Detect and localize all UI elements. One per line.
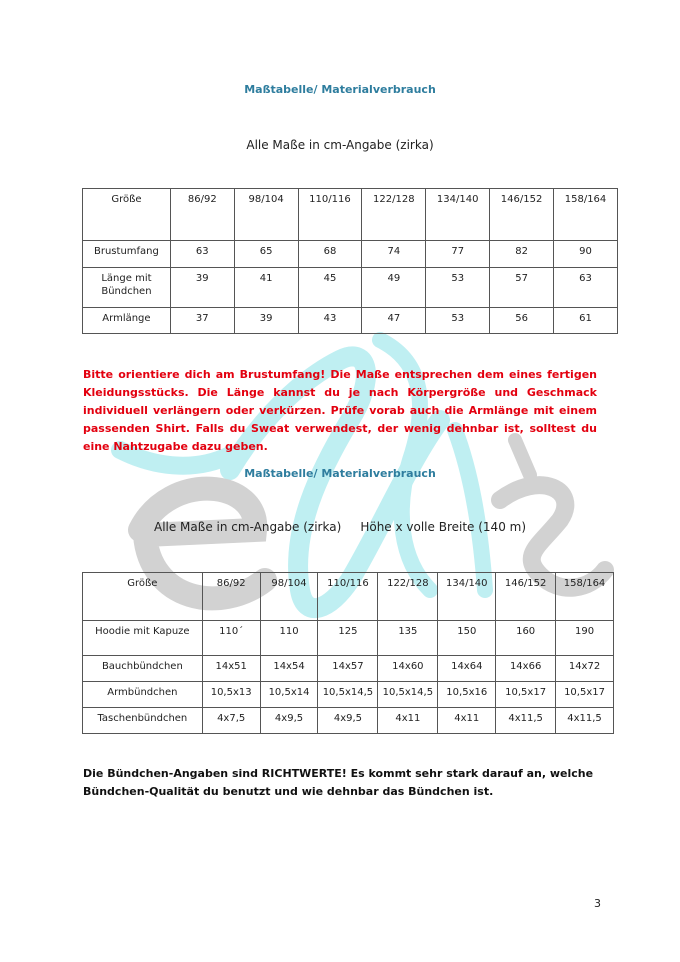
table-header-cell: Größe <box>83 189 171 241</box>
table-cell: 10,5x16 <box>438 682 496 708</box>
table-cell: 4x11,5 <box>496 708 556 734</box>
row-label: Bauchbündchen <box>83 656 203 682</box>
table-cell: 53 <box>426 308 490 334</box>
table-cell: 150 <box>438 621 496 656</box>
fit-warning-text: Bitte orientiere dich am Brustumfang! Die Maße entsprechen dem eines fertigen Kleidungsstücks. Die Länge kannst du je nach Körpergröße und Geschmack individuell verlängern oder verkürzen. Prüfe vorab auch die Armlänge mit einem passenden Shirt. Falls du Sweat verwendest, der wenig dehnbar ist, solltest du eine Nahtzugabe dazu geben. <box>83 368 597 453</box>
table-cell: 14x64 <box>438 656 496 682</box>
section-heading: Maßtabelle/ Materialverbrauch <box>244 467 436 480</box>
table-header-cell: 98/104 <box>260 573 318 621</box>
table-cell: 10,5x17 <box>556 682 614 708</box>
table-cell: 10,5x14 <box>260 682 318 708</box>
table-cell: 4x11 <box>438 708 496 734</box>
table-cell: 10,5x14,5 <box>378 682 438 708</box>
table-cell: 63 <box>554 268 618 308</box>
table-cell: 160 <box>496 621 556 656</box>
table-cell: 125 <box>318 621 378 656</box>
table-header-cell: 158/164 <box>554 189 618 241</box>
table-cell: 110´ <box>202 621 260 656</box>
table-cell: 14x60 <box>378 656 438 682</box>
table-cell: 56 <box>490 308 554 334</box>
table-cell: 63 <box>170 241 234 268</box>
table-cell: 110 <box>260 621 318 656</box>
table-cell: 47 <box>362 308 426 334</box>
table-cell: 39 <box>170 268 234 308</box>
table-cell: 135 <box>378 621 438 656</box>
table-row <box>83 241 618 268</box>
table-header-cell: 146/152 <box>490 189 554 241</box>
table-cell: 14x72 <box>556 656 614 682</box>
table-row <box>83 621 614 656</box>
table-cell: 10,5x14,5 <box>318 682 378 708</box>
table-cell: 14x51 <box>202 656 260 682</box>
table-header-cell: 122/128 <box>378 573 438 621</box>
table-header-row <box>83 189 618 241</box>
table-header-cell: 86/92 <box>170 189 234 241</box>
table-cell: 61 <box>554 308 618 334</box>
table-cell: 14x66 <box>496 656 556 682</box>
table-row <box>83 308 618 334</box>
table-header-cell: 110/116 <box>298 189 362 241</box>
section-heading: Maßtabelle/ Materialverbrauch <box>244 83 436 96</box>
table-header-cell: 158/164 <box>556 573 614 621</box>
table-cell: 43 <box>298 308 362 334</box>
table-cell: 41 <box>234 268 298 308</box>
size-table <box>82 188 618 334</box>
table-cell: 14x54 <box>260 656 318 682</box>
table-row <box>83 656 614 682</box>
table-cell: 82 <box>490 241 554 268</box>
row-label: Länge mit Bündchen <box>83 268 171 308</box>
table-header-cell: 146/152 <box>496 573 556 621</box>
table-cell: 4x11,5 <box>556 708 614 734</box>
table-header-cell: 86/92 <box>202 573 260 621</box>
row-label: Armbündchen <box>83 682 203 708</box>
table-cell: 74 <box>362 241 426 268</box>
table-header-cell: 122/128 <box>362 189 426 241</box>
table-cell: 4x7,5 <box>202 708 260 734</box>
table-header-cell: 134/140 <box>426 189 490 241</box>
table-cell: 4x9,5 <box>260 708 318 734</box>
section-subtitle: Alle Maße in cm-Angabe (zirka) <box>246 138 434 152</box>
cuff-note-text: Die Bündchen-Angaben sind RICHTWERTE! Es kommt sehr stark darauf an, welche Bündchen-Qualität du benutzt und wie dehnbar das Bündchen ist. <box>83 767 594 798</box>
page-number: 3 <box>594 897 601 910</box>
table-row <box>83 682 614 708</box>
table-cell: 53 <box>426 268 490 308</box>
table-cell: 68 <box>298 241 362 268</box>
table-cell: 45 <box>298 268 362 308</box>
table-cell: 14x57 <box>318 656 378 682</box>
table-header-cell: 110/116 <box>318 573 378 621</box>
row-label: Hoodie mit Kapuze <box>83 621 203 656</box>
row-label: Armlänge <box>83 308 171 334</box>
section-subtitle: Alle Maße in cm-Angabe (zirka) Höhe x volle Breite (140 m) <box>153 520 527 534</box>
table-row <box>83 268 618 308</box>
row-label: Taschenbündchen <box>83 708 203 734</box>
material-table <box>82 572 614 734</box>
table-header-cell: 134/140 <box>438 573 496 621</box>
table-cell: 49 <box>362 268 426 308</box>
table-header-row <box>83 573 614 621</box>
table-cell: 10,5x17 <box>496 682 556 708</box>
table-cell: 90 <box>554 241 618 268</box>
row-label: Brustumfang <box>83 241 171 268</box>
table-cell: 190 <box>556 621 614 656</box>
table-cell: 4x9,5 <box>318 708 378 734</box>
table-cell: 77 <box>426 241 490 268</box>
table-header-cell: 98/104 <box>234 189 298 241</box>
table-cell: 65 <box>234 241 298 268</box>
table-header-cell: Größe <box>83 573 203 621</box>
table-cell: 57 <box>490 268 554 308</box>
table-cell: 4x11 <box>378 708 438 734</box>
table-cell: 37 <box>170 308 234 334</box>
table-row <box>83 708 614 734</box>
table-cell: 10,5x13 <box>202 682 260 708</box>
table-cell: 39 <box>234 308 298 334</box>
